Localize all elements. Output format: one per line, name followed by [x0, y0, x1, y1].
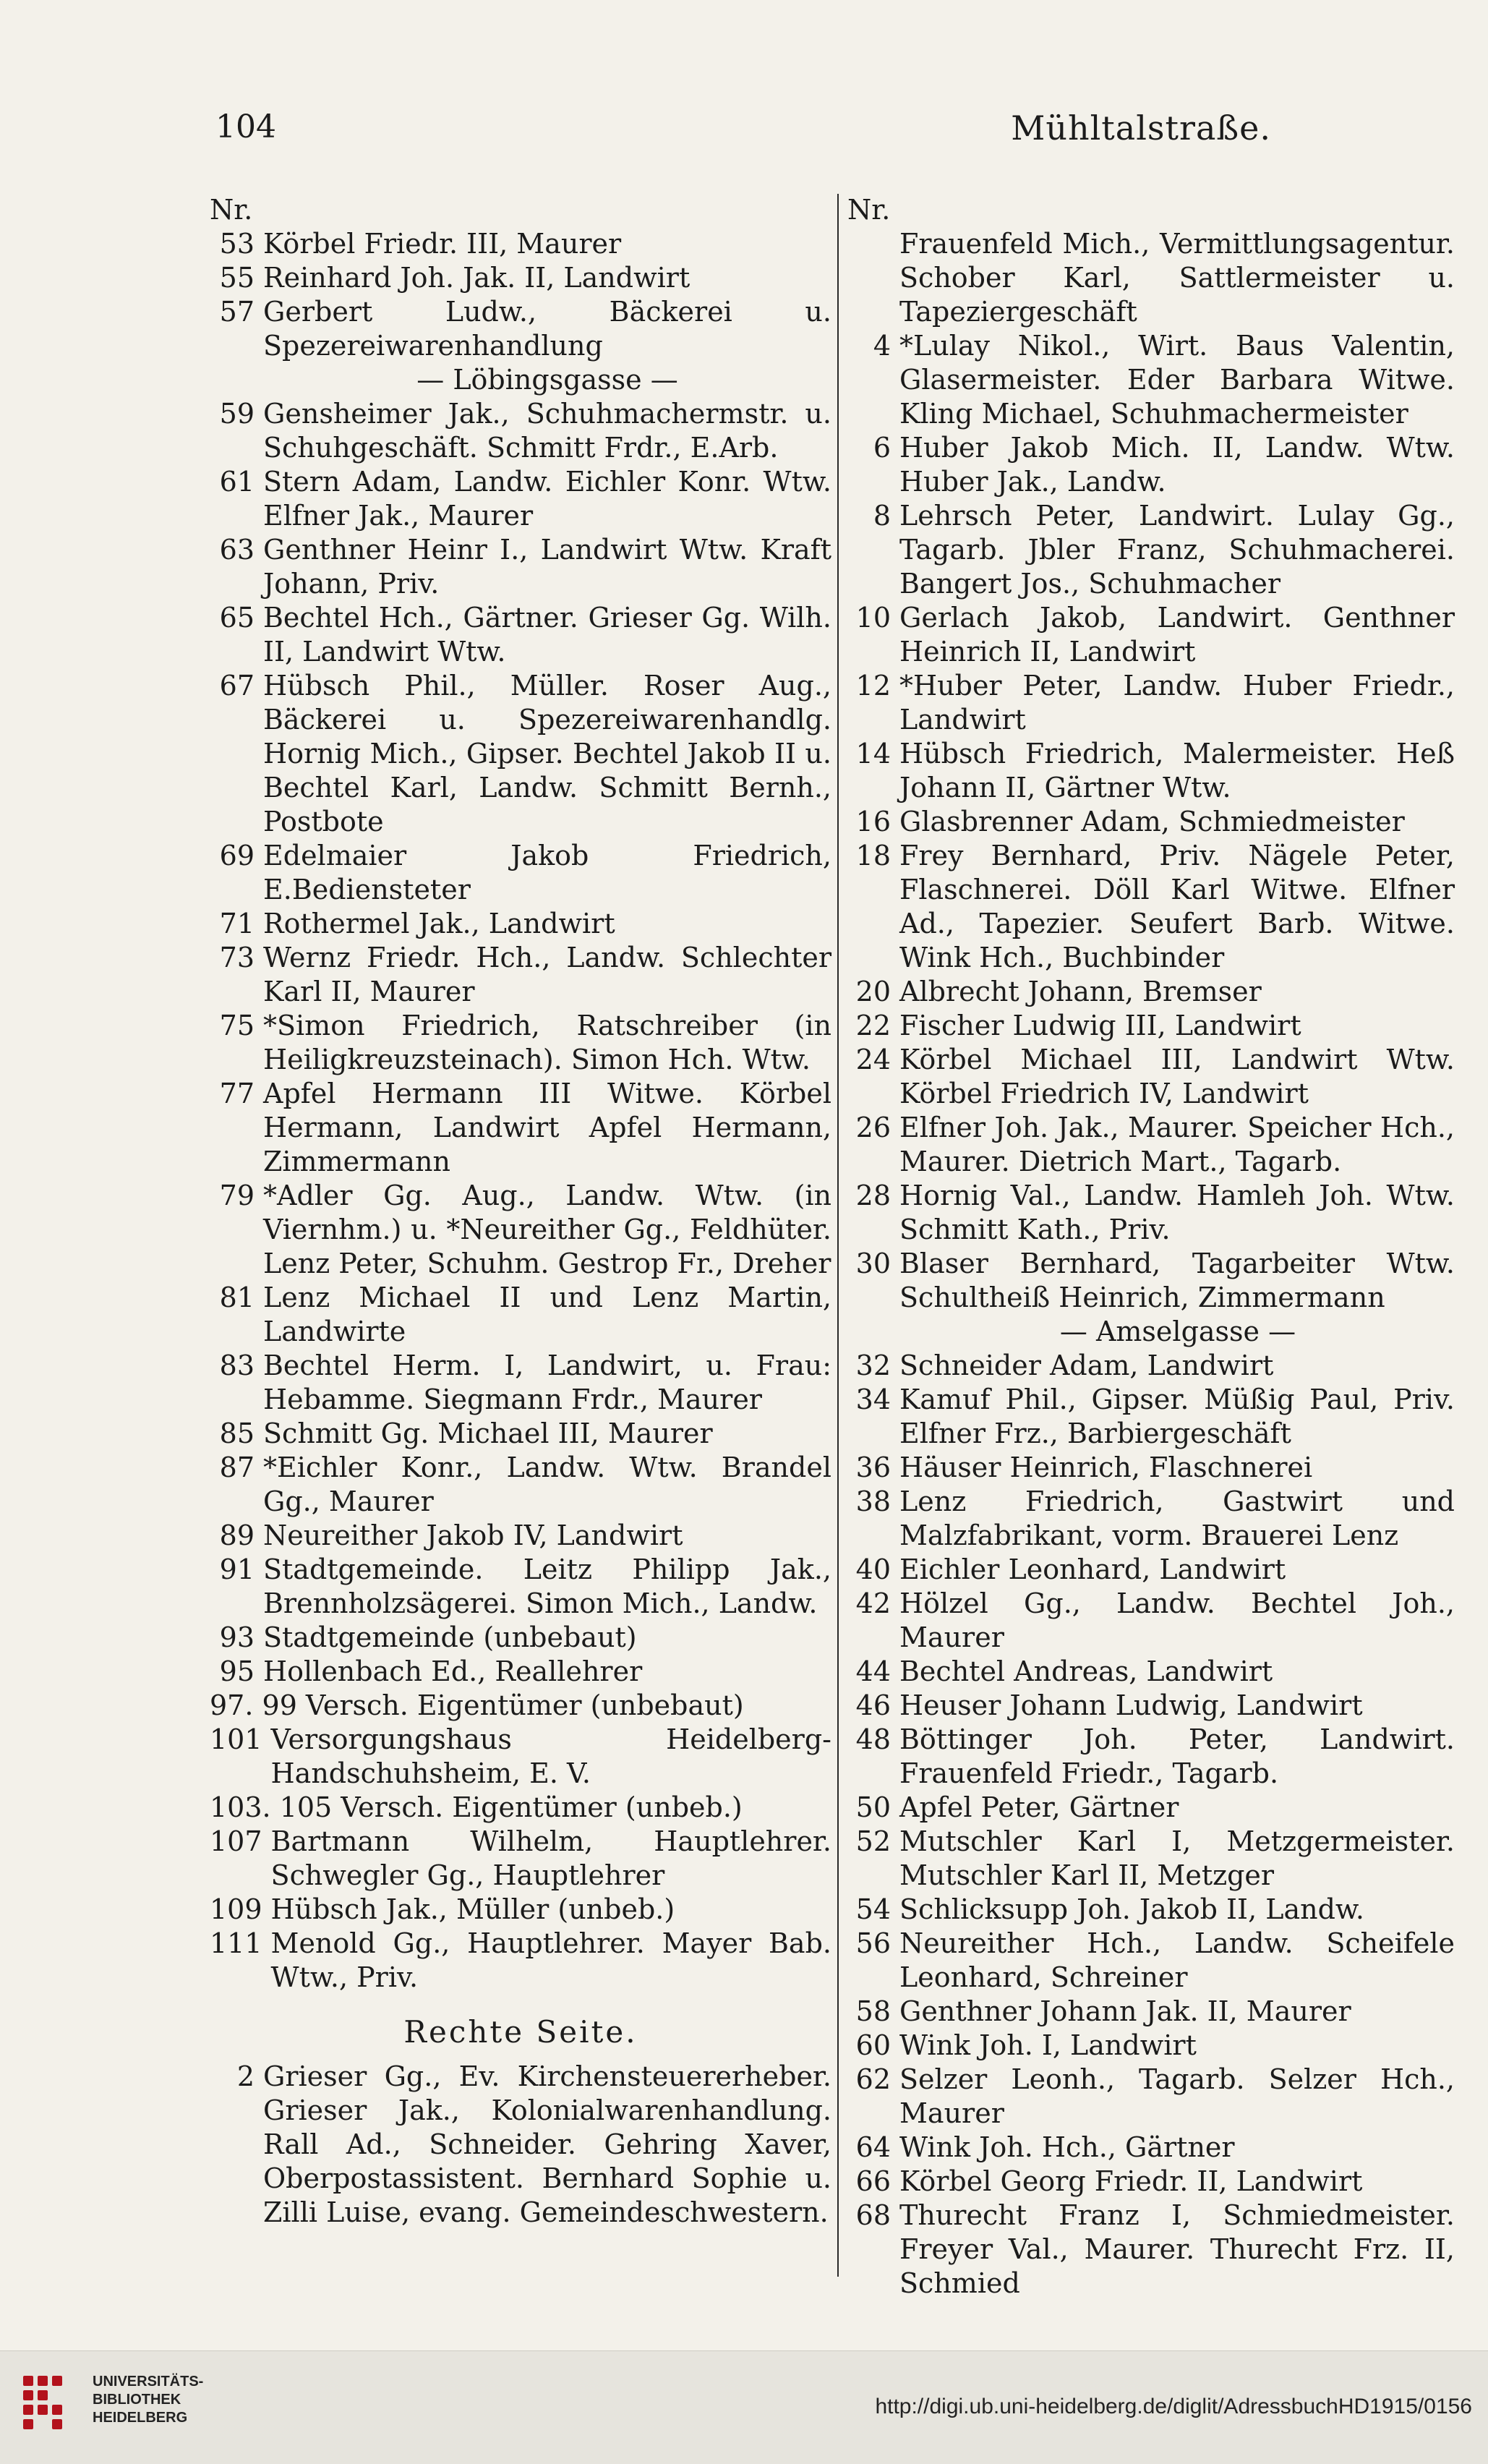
cross-street: — Löbingsgasse — [416, 364, 678, 396]
resident-text: Elfner Joh. Jak., Maurer. Speicher Hch., Maurer. Dietrich Mart., Tagarb. [899, 1112, 1455, 1177]
house-number: 101 [210, 1723, 262, 1755]
directory-entry [210, 839, 831, 907]
resident-text: Hübsch Jak., Müller (unbeb.) [270, 1893, 675, 1925]
resident-text: Bechtel Hch., Gärtner. Grieser Gg. Wilh. II, Landwirt Wtw. [263, 602, 831, 668]
house-number: 107 [210, 1825, 262, 1857]
resident-text: Thurecht Franz I, Schmiedmeister. Freyer Val., Maurer. Thurecht Frz. II, Schmied [899, 2199, 1455, 2299]
directory-entry [847, 601, 1455, 669]
resident-text: Mutschler Karl I, Metzgermeister. Mutschler Karl II, Metzger [899, 1825, 1455, 1891]
directory-entry [210, 1077, 831, 1179]
house-number: 91 [219, 1553, 255, 1585]
house-number: 38 [855, 1485, 891, 1517]
directory-entry [210, 465, 831, 533]
house-number: 55 [219, 262, 255, 294]
house-number: 60 [855, 2029, 891, 2061]
directory-entry [847, 2029, 1455, 2063]
directory-entry [847, 1451, 1455, 1485]
resident-text: Genthner Heinr I., Landwirt Wtw. Kraft Johann, Priv. [263, 534, 831, 600]
resident-text: Wernz Friedr. Hch., Landw. Schlechter Karl II, Maurer [263, 942, 831, 1007]
resident-text: Stadtgemeinde (unbebaut) [263, 1621, 637, 1653]
resident-text: Neureither Jakob IV, Landwirt [263, 1519, 683, 1551]
resident-text: Bechtel Andreas, Landwirt [899, 1655, 1273, 1687]
directory-entry [210, 397, 831, 465]
resident-text: Fischer Ludwig III, Landwirt [899, 1010, 1301, 1041]
column-label: Nr. [847, 194, 891, 226]
house-number: 20 [855, 976, 891, 1007]
resident-text: *Huber Peter, Landw. Huber Friedr., Landwirt [899, 670, 1455, 736]
directory-entry [847, 805, 1455, 839]
directory-entry [210, 2060, 831, 2230]
directory-entry [847, 1485, 1455, 1553]
house-number: 34 [855, 1384, 891, 1415]
directory-entry [847, 431, 1455, 499]
resident-text: Versch. Eigentümer (unbebaut) [305, 1689, 744, 1721]
resident-text: Häuser Heinrich, Flaschnerei [899, 1451, 1313, 1483]
house-number: 57 [219, 296, 255, 328]
resident-text: Lehrsch Peter, Landwirt. Lulay Gg., Tagarb. Jbler Franz, Schuhmacherei. Bangert Jos., Schuhmacher [899, 500, 1455, 600]
directory-entry [847, 499, 1455, 601]
entry-list [847, 227, 1455, 1315]
resident-text: Frey Bernhard, Priv. Nägele Peter, Flaschnerei. Döll Karl Witwe. Elfner Ad., Tapezier. Seufert Barb. Witwe. Wink Hch., Buchbinder [899, 840, 1455, 973]
house-number: 58 [855, 1995, 891, 2027]
cross-street: — Amselgasse — [1059, 1316, 1296, 1347]
directory-entry [847, 1383, 1455, 1451]
library-name-line: HEIDELBERG [93, 2410, 188, 2426]
resident-text: Lenz Michael II und Lenz Martin, Landwirte [263, 1282, 831, 1347]
house-number: 109 [210, 1893, 262, 1925]
house-number: 26 [855, 1112, 891, 1143]
house-number: 22 [855, 1010, 891, 1041]
house-number: 65 [219, 602, 255, 634]
resident-text: Schlicksupp Joh. Jakob II, Landw. [899, 1893, 1365, 1925]
house-number: 8 [873, 500, 891, 532]
resident-text: *Simon Friedrich, Ratschreiber (in Heiligkreuzsteinach). Simon Hch. Wtw. [263, 1010, 831, 1075]
resident-text: Hübsch Phil., Müller. Roser Aug., Bäckerei u. Spezereiwarenhandlg. Hornig Mich., Gipser. Bechtel Jakob II u. Bechtel Karl, Landw. Schmitt Bernh., Postbote [263, 670, 831, 837]
house-number: 87 [219, 1451, 255, 1483]
resident-text: Glasbrenner Adam, Schmiedmeister [899, 806, 1405, 837]
house-number: 6 [873, 432, 891, 464]
house-number: 54 [855, 1893, 891, 1925]
resident-text: *Adler Gg. Aug., Landw. Wtw. (in Viernhm.) u. *Neureither Gg., Feldhüter. Lenz Peter, Schuhm. Gestrop Fr., Dreher [263, 1180, 831, 1279]
resident-text: Lenz Friedrich, Gastwirt und Malzfabrikant, vorm. Brauerei Lenz [899, 1485, 1455, 1551]
directory-entry [847, 1723, 1455, 1791]
source-url-link[interactable]: http://digi.ub.uni-heidelberg.de/diglit/AdressbuchHD1915/0156 [875, 2395, 1472, 2418]
directory-entry [210, 1791, 831, 1825]
directory-entry [210, 1689, 831, 1723]
house-number: 68 [855, 2199, 891, 2231]
house-number: 14 [855, 738, 891, 770]
resident-text: Wink Joh. I, Landwirt [899, 2029, 1197, 2061]
resident-text: *Eichler Konr., Landw. Wtw. Brandel Gg., Maurer [263, 1451, 831, 1517]
directory-entry [210, 601, 831, 669]
house-number: 79 [219, 1180, 255, 1211]
house-number: 64 [855, 2131, 891, 2163]
house-number: 4 [873, 330, 891, 362]
house-number: 44 [855, 1655, 891, 1687]
house-number: 50 [855, 1791, 891, 1823]
right-column [847, 194, 1455, 2301]
directory-entry [210, 1553, 831, 1621]
directory-entry [847, 1043, 1455, 1111]
directory-entry [210, 669, 831, 839]
house-number: 24 [855, 1044, 891, 1075]
house-number: 46 [855, 1689, 891, 1721]
library-logo-icon [16, 2366, 88, 2438]
resident-text: Gerbert Ludw., Bäckerei u. Spezereiwarenhandlung [263, 296, 831, 362]
resident-text: Körbel Friedr. III, Maurer [263, 228, 622, 260]
house-number: 12 [855, 670, 891, 702]
directory-entry [847, 2063, 1455, 2131]
directory-entry [210, 227, 831, 261]
house-number: 10 [855, 602, 891, 634]
footer-bar [0, 2350, 1488, 2464]
resident-text: Versch. Eigentümer (unbeb.) [341, 1791, 743, 1823]
resident-text: Stern Adam, Landw. Eichler Konr. Wtw. Elfner Jak., Maurer [263, 466, 831, 532]
resident-text: Neureither Hch., Landw. Scheifele Leonhard, Schreiner [899, 1927, 1455, 1993]
library-name-line: UNIVERSITÄTS- [93, 2374, 204, 2390]
directory-entry [847, 1893, 1455, 1927]
house-number: 111 [210, 1927, 262, 1959]
resident-text: Blaser Bernhard, Tagarbeiter Wtw. Schultheiß Heinrich, Zimmermann [899, 1248, 1455, 1313]
resident-text: Eichler Leonhard, Landwirt [899, 1553, 1286, 1585]
house-number: 18 [855, 840, 891, 871]
house-number: 85 [219, 1418, 255, 1449]
directory-entry [847, 1825, 1455, 1893]
house-number: 97. 99 [210, 1689, 297, 1721]
resident-text: Gerlach Jakob, Landwirt. Genthner Heinrich II, Landwirt [899, 602, 1455, 668]
house-number: 40 [855, 1553, 891, 1585]
resident-text: Grieser Gg., Ev. Kirchensteuererheber. Grieser Jak., Kolonialwarenhandlung. Rall Ad., Schneider. Gehring Xaver, Oberpostassistent. Bernhard Sophie u. Zilli Luise, evang. Gemeindeschwestern. [263, 2060, 831, 2228]
directory-entry [847, 1927, 1455, 1995]
resident-text: Schmitt Gg. Michael III, Maurer [263, 1418, 713, 1449]
house-number: 67 [219, 670, 255, 702]
page-number: 104 [215, 108, 276, 145]
directory-entry [847, 1655, 1455, 1689]
directory-entry [847, 1689, 1455, 1723]
house-number: 62 [855, 2063, 891, 2095]
house-number: 63 [219, 534, 255, 566]
house-number: 103. 105 [210, 1791, 333, 1823]
house-number: 59 [219, 398, 255, 430]
directory-entry [210, 1451, 831, 1519]
entry-list [847, 1349, 1455, 2301]
directory-entry [847, 2131, 1455, 2165]
resident-text: Hollenbach Ed., Reallehrer [263, 1655, 643, 1687]
house-number: 75 [219, 1010, 255, 1041]
resident-text: Frauenfeld Mich., Vermittlungsagentur. Schober Karl, Sattlermeister u. Tapeziergeschäft [899, 228, 1455, 328]
house-number: 32 [855, 1350, 891, 1381]
resident-text: Kamuf Phil., Gipser. Müßig Paul, Priv. Elfner Frz., Barbiergeschäft [899, 1384, 1455, 1449]
section-heading: Rechte Seite. [403, 2014, 638, 2050]
directory-entry [210, 1417, 831, 1451]
resident-text: *Lulay Nikol., Wirt. Baus Valentin, Glasermeister. Eder Barbara Witwe. Kling Michael, Schuhmachermeister [899, 330, 1455, 430]
directory-entry [847, 669, 1455, 737]
resident-text: Heuser Johann Ludwig, Landwirt [899, 1689, 1363, 1721]
directory-entry [210, 1723, 831, 1791]
directory-entry [847, 2165, 1455, 2199]
house-number: 42 [855, 1587, 891, 1619]
house-number: 61 [219, 466, 255, 498]
directory-entry [210, 295, 831, 363]
directory-entry [847, 839, 1455, 975]
directory-entry [210, 1349, 831, 1417]
house-number: 89 [219, 1519, 255, 1551]
directory-entry [847, 1587, 1455, 1655]
house-number [847, 227, 899, 329]
resident-text: Böttinger Joh. Peter, Landwirt. Frauenfeld Friedr., Tagarb. [899, 1723, 1455, 1789]
resident-text: Albrecht Johann, Bremser [899, 976, 1262, 1007]
resident-text: Hölzel Gg., Landw. Bechtel Joh., Maurer [899, 1587, 1455, 1653]
resident-text: Genthner Johann Jak. II, Maurer [899, 1995, 1351, 2027]
directory-entry [847, 737, 1455, 805]
directory-entry [210, 1893, 831, 1927]
resident-text: Gensheimer Jak., Schuhmachermstr. u. Schuhgeschäft. Schmitt Frdr., E.Arb. [263, 398, 831, 464]
directory-entry [210, 1655, 831, 1689]
directory-entry [210, 941, 831, 1009]
library-name [93, 2373, 203, 2427]
resident-text: Körbel Georg Friedr. II, Landwirt [899, 2165, 1363, 2197]
directory-entry [210, 1927, 831, 1995]
house-number: 66 [855, 2165, 891, 2197]
house-number: 95 [219, 1655, 255, 1687]
resident-text: Bartmann Wilhelm, Hauptlehrer. Schwegler Gg., Hauptlehrer [270, 1825, 831, 1891]
resident-text: Apfel Peter, Gärtner [899, 1791, 1179, 1823]
directory-entry [210, 533, 831, 601]
directory-entry [847, 2199, 1455, 2301]
directory-entry [847, 329, 1455, 431]
running-title: Mühltalstraße. [1011, 108, 1271, 148]
house-number: 83 [219, 1350, 255, 1381]
resident-text: Huber Jakob Mich. II, Landw. Wtw. Huber Jak., Landw. [899, 432, 1455, 498]
house-number: 28 [855, 1180, 891, 1211]
directory-entry [210, 1281, 831, 1349]
directory-entry [847, 1009, 1455, 1043]
directory-entry [847, 227, 1455, 329]
column-divider [837, 194, 839, 2277]
house-number: 53 [219, 228, 255, 260]
resident-text: Hornig Val., Landw. Hamleh Joh. Wtw. Schmitt Kath., Priv. [899, 1180, 1455, 1245]
resident-text: Versorgungshaus Heidelberg-Handschuhsheim, E. V. [270, 1723, 831, 1789]
house-number: 69 [219, 840, 255, 871]
resident-text: Hübsch Friedrich, Malermeister. Heß Johann II, Gärtner Wtw. [899, 738, 1455, 803]
entry-list [210, 2060, 831, 2230]
directory-entry [847, 1995, 1455, 2029]
resident-text: Edelmaier Jakob Friedrich, E.Bediensteter [263, 840, 831, 905]
directory-entry [847, 1349, 1455, 1383]
column-label: Nr. [210, 194, 253, 226]
resident-text: Rothermel Jak., Landwirt [263, 908, 615, 939]
directory-entry [847, 1179, 1455, 1247]
resident-text: Schneider Adam, Landwirt [899, 1350, 1274, 1381]
directory-entry [210, 907, 831, 941]
house-number: 30 [855, 1248, 891, 1279]
directory-entry [210, 1621, 831, 1655]
library-name-line: BIBLIOTHEK [93, 2392, 181, 2408]
directory-entry [847, 975, 1455, 1009]
resident-text: Stadtgemeinde. Leitz Philipp Jak., Brennholzsägerei. Simon Mich., Landw. [263, 1553, 831, 1619]
house-number: 56 [855, 1927, 891, 1959]
directory-entry [210, 1519, 831, 1553]
house-number: 36 [855, 1451, 891, 1483]
directory-entry [210, 1179, 831, 1281]
resident-text: Reinhard Joh. Jak. II, Landwirt [263, 262, 690, 294]
house-number: 2 [236, 2060, 255, 2092]
resident-text: Wink Joh. Hch., Gärtner [899, 2131, 1235, 2163]
house-number: 73 [219, 942, 255, 973]
house-number: 77 [219, 1078, 255, 1109]
house-number: 16 [855, 806, 891, 837]
resident-text: Menold Gg., Hauptlehrer. Mayer Bab. Wtw., Priv. [270, 1927, 831, 1993]
house-number: 93 [219, 1621, 255, 1653]
resident-text: Selzer Leonh., Tagarb. Selzer Hch., Maurer [899, 2063, 1455, 2129]
directory-entry [210, 1009, 831, 1077]
house-number: 52 [855, 1825, 891, 1857]
directory-entry [847, 1247, 1455, 1315]
house-number: 81 [219, 1282, 255, 1313]
directory-entry [210, 261, 831, 295]
house-number: 48 [855, 1723, 891, 1755]
directory-entry [847, 1553, 1455, 1587]
house-number: 71 [219, 908, 255, 939]
left-column [210, 194, 831, 2230]
resident-text: Apfel Hermann III Witwe. Körbel Hermann, Landwirt Apfel Hermann, Zimmermann [263, 1078, 831, 1177]
directory-entry [847, 1111, 1455, 1179]
entry-list [210, 227, 831, 363]
resident-text: Körbel Michael III, Landwirt Wtw. Körbel Friedrich IV, Landwirt [899, 1044, 1455, 1109]
directory-entry [847, 1791, 1455, 1825]
directory-entry [210, 1825, 831, 1893]
resident-text: Bechtel Herm. I, Landwirt, u. Frau: Hebamme. Siegmann Frdr., Maurer [263, 1350, 831, 1415]
page-header [215, 108, 1271, 159]
entry-list [210, 397, 831, 1995]
